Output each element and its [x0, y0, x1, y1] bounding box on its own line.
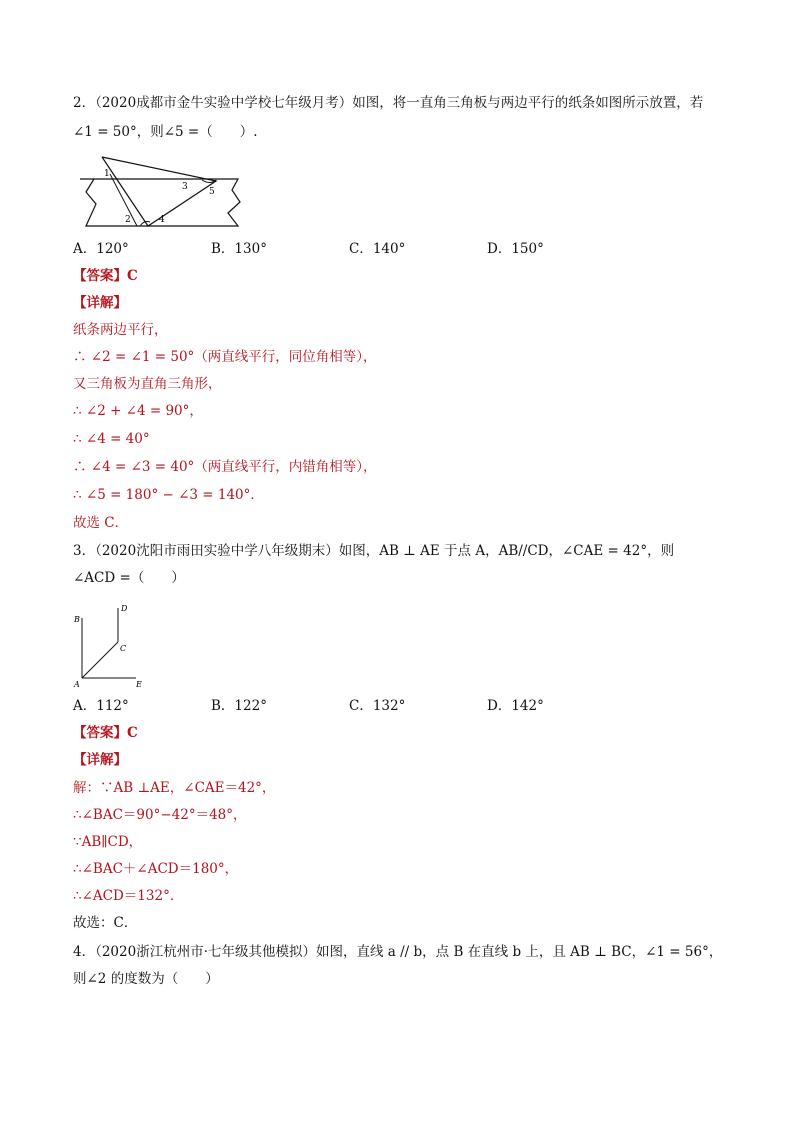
- q2-step-8: 故选 C．: [73, 515, 129, 531]
- q3-label-c: C: [120, 644, 127, 653]
- q2-step-2: ∴ ∠2 = ∠1 = 50°（两直线平行，同位角相等），: [73, 349, 377, 365]
- q2-option-a[interactable]: A．120°: [73, 241, 129, 257]
- q2-detail-heading: 【详解】: [73, 295, 127, 311]
- q2-label-4: 4: [159, 215, 165, 225]
- q2-label-3: 3: [182, 182, 188, 192]
- q3-step-5: ∴∠ACD＝132°．: [73, 888, 184, 904]
- q4-stem-line1: 4．（2020浙江杭州市·七年级其他模拟）如图，直线 a // b，点 B 在直线 b 上，且 AB ⊥ BC，∠1 = 56°，: [73, 944, 723, 960]
- q2-step-3: 又三角板为直角三角形，: [73, 376, 222, 392]
- q2-label-1: 1: [104, 169, 110, 179]
- q2-answer: 【答案】C: [73, 268, 138, 284]
- q3-stem-line2: ∠ACD =（ ）: [73, 570, 185, 586]
- q3-label-e: E: [136, 680, 142, 689]
- q2-stem-line2: ∠1 = 50°，则∠5 =（ ）.: [73, 124, 258, 140]
- q3-step-2: ∴∠BAC＝90°−42°＝48°，: [73, 807, 247, 823]
- q2-step-4: ∴ ∠2 + ∠4 = 90°，: [73, 403, 203, 419]
- q3-option-a[interactable]: A．112°: [73, 698, 129, 714]
- q3-answer: 【答案】C: [73, 725, 138, 741]
- q3-option-c[interactable]: C．132°: [349, 698, 406, 714]
- q2-label-5: 5: [209, 187, 215, 197]
- q2-stem-line1: 2．（2020成都市金牛实验中学校七年级月考）如图，将一直角三角板与两边平行的纸条如图所示放置，若: [73, 95, 704, 111]
- q3-label-b: B: [74, 615, 80, 624]
- q2-option-b[interactable]: B．130°: [211, 241, 267, 257]
- q2-step-5: ∴ ∠4 = 40°: [73, 431, 150, 447]
- q3-step-6: 故选：C．: [73, 915, 138, 931]
- q2-figure: [78, 150, 248, 230]
- q3-step-1: 解：∵AB ⊥AE，∠CAE＝42°，: [73, 780, 276, 796]
- q3-step-4: ∴∠BAC＋∠ACD＝180°，: [73, 861, 239, 877]
- q3-figure: [72, 600, 152, 690]
- q2-step-7: ∴ ∠5 = 180° − ∠3 = 140°．: [73, 487, 264, 503]
- q4-stem-line2: 则∠2 的度数为（ ）: [73, 971, 219, 987]
- q3-detail-heading: 【详解】: [73, 752, 127, 768]
- q2-step-1: 纸条两边平行，: [73, 322, 168, 338]
- q3-label-d: D: [121, 604, 128, 613]
- q3-step-3: ∵AB∥CD，: [73, 834, 143, 850]
- q3-stem-line1: 3．（2020沈阳市雨田实验中学八年级期末）如图，AB ⊥ AE 于点 A，AB//CD，∠CAE = 42°，则: [73, 543, 675, 559]
- q3-option-d[interactable]: D．142°: [487, 698, 544, 714]
- q2-option-d[interactable]: D．150°: [487, 241, 544, 257]
- q3-option-b[interactable]: B．122°: [211, 698, 267, 714]
- q2-label-2: 2: [125, 215, 131, 225]
- q3-label-a: A: [74, 680, 80, 689]
- q2-step-6: ∴ ∠4 = ∠3 = 40°（两直线平行，内错角相等），: [73, 459, 377, 475]
- q2-option-c[interactable]: C．140°: [349, 241, 406, 257]
